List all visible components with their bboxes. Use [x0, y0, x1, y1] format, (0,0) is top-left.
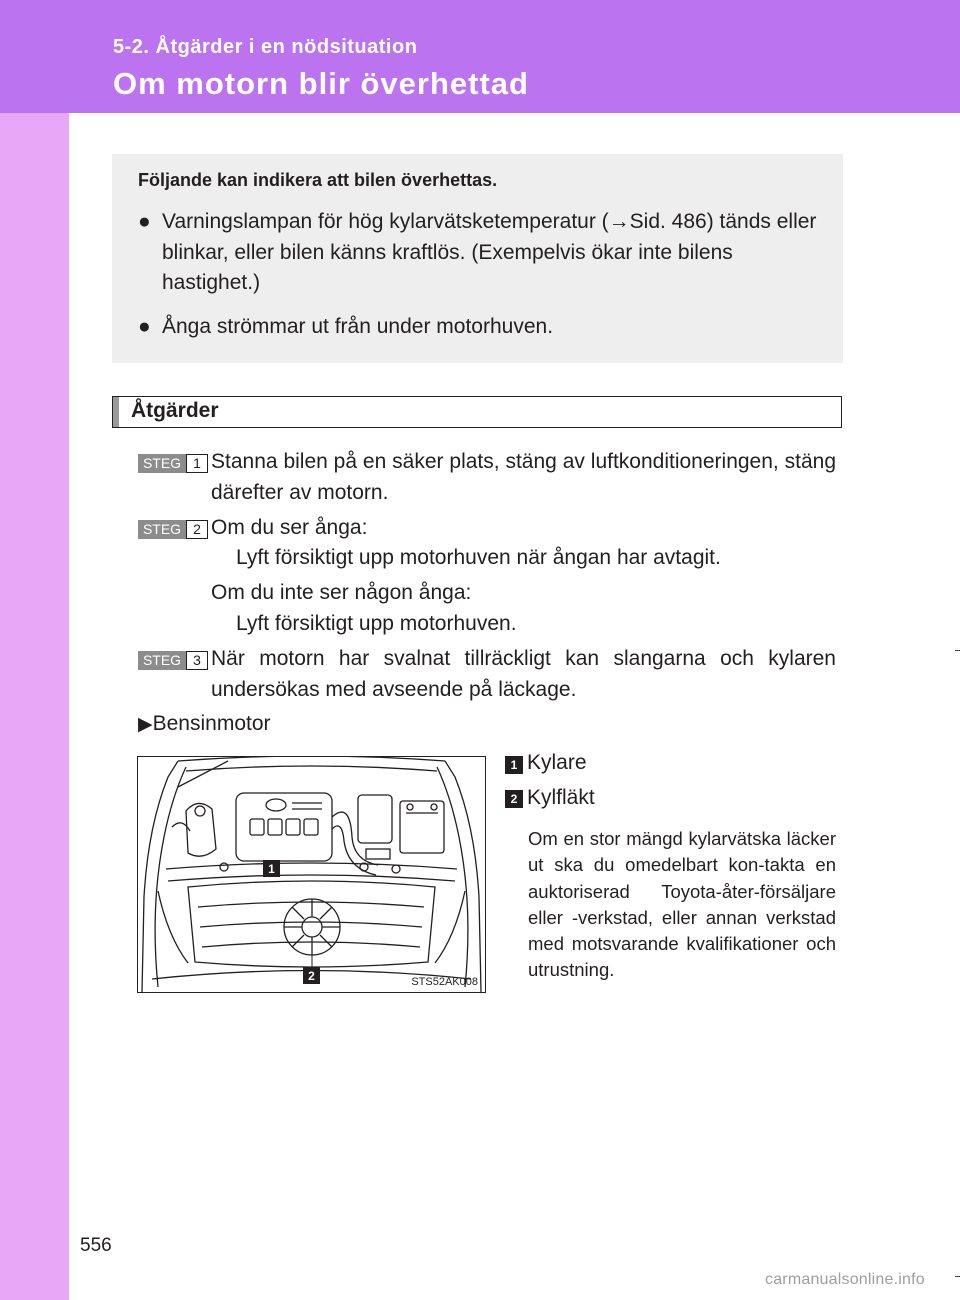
warning-note: Om en stor mängd kylarvätska läcker ut ska du omedelbart kon-takta en auktoriserad Toyota-åter-försäljare eller -verkstad, eller annan verkstad med motsvarande kvalifikationer och utrustning.	[528, 828, 836, 981]
page-number: 556	[80, 1235, 112, 1256]
step-number: 3	[186, 651, 208, 670]
step-badge	[138, 454, 208, 473]
section-title: Åtgärder	[131, 399, 219, 422]
info-bullet	[138, 207, 828, 302]
legend-marker: 1	[505, 756, 523, 774]
sidebar-band	[0, 0, 69, 1300]
watermark: carmanualsonline.info	[765, 1271, 925, 1288]
info-heading: Följande kan indikera att bilen överhettas.	[138, 170, 498, 190]
step-lead: Om du inte ser någon ånga:	[211, 581, 472, 604]
triangle-right-icon: ▶	[138, 714, 153, 735]
step-text: När motorn har svalnat tillräckligt kan slangarna och kylaren undersökas med avseende på läckage.	[211, 647, 836, 701]
step-text: Stanna bilen på en säker plats, stäng av luftkonditioneringen, stäng därefter av motorn.	[211, 450, 836, 504]
variant-heading	[138, 712, 271, 736]
step-badge	[138, 520, 208, 539]
step-badge	[138, 651, 208, 670]
bullet-text: Varningslampan för hög kylarvätsketemperatur (→Sid. 486) tänds eller blinkar, eller bilen känns kraftlös. (Exempelvis ökar inte bilens hastighet.)	[162, 210, 817, 294]
step-number: 1	[186, 454, 208, 473]
legend-label: Kylfläkt	[527, 786, 595, 809]
info-bullet	[138, 312, 828, 343]
trim-mark	[955, 1276, 960, 1277]
step-word: STEG	[138, 454, 186, 473]
bullet-text: Ånga strömmar ut från under motorhuven.	[162, 315, 554, 338]
section-label: 5-2. Åtgärder i en nödsituation	[113, 36, 418, 58]
step-word: STEG	[138, 651, 186, 670]
trim-mark	[955, 650, 960, 651]
legend-marker: 2	[505, 790, 523, 808]
callout-label: 2	[308, 969, 315, 983]
section-accent	[113, 397, 119, 427]
bullet-icon: ●	[138, 315, 151, 338]
step-word: STEG	[138, 520, 186, 539]
step-action: Lyft försiktigt upp motorhuven.	[236, 612, 517, 635]
variant-label: Bensinmotor	[152, 712, 271, 735]
step-number: 2	[186, 520, 208, 539]
page-title: Om motorn blir överhettad	[113, 66, 529, 101]
bullet-icon: ●	[138, 210, 151, 233]
step-lead: Om du ser ånga:	[211, 516, 368, 539]
legend-label: Kylare	[527, 751, 587, 774]
figure-code: STS52AK008	[411, 976, 478, 988]
chapter-header	[0, 0, 960, 113]
step-action: Lyft försiktigt upp motorhuven när ångan har avtagit.	[236, 546, 721, 569]
callout-label: 1	[268, 862, 275, 876]
section-bar	[112, 396, 842, 428]
engine-bay-illustration	[137, 756, 486, 993]
engine-bay-drawing	[138, 757, 485, 992]
